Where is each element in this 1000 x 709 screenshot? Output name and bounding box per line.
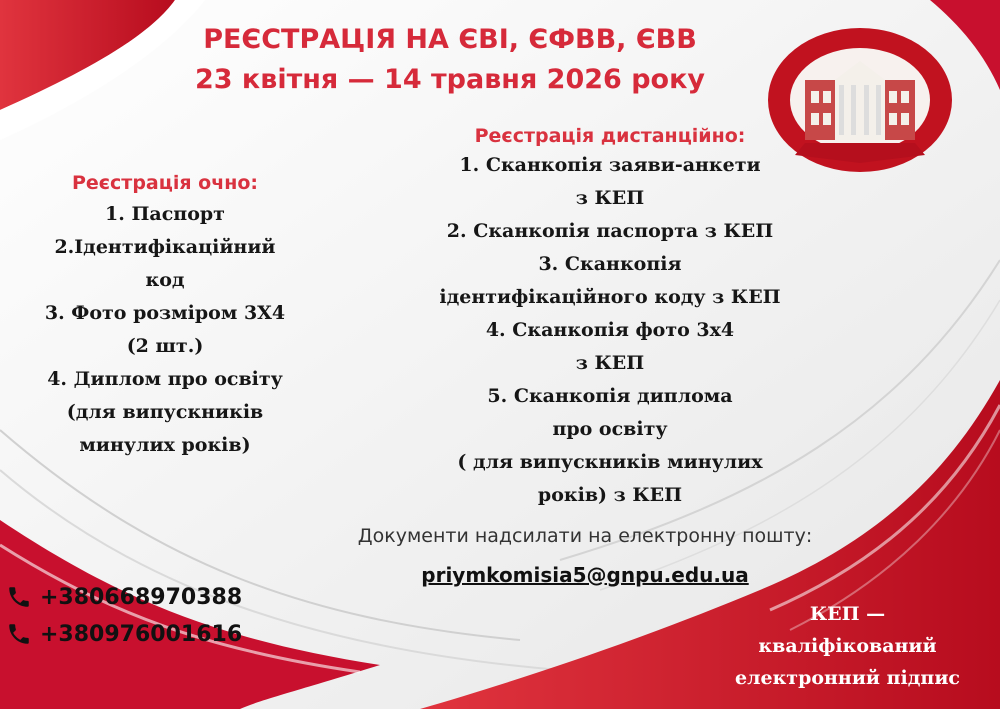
kep-line-3: електронний підпис — [735, 667, 960, 689]
kep-definition — [700, 598, 995, 694]
email-link[interactable]: priymkomisia5@gnpu.edu.ua — [421, 563, 749, 587]
list-item: років) з КЕП — [537, 484, 683, 506]
list-item: ( для випускників минулих — [457, 451, 763, 473]
phone-icon — [6, 584, 32, 610]
email-instruction: Документи надсилати на електронну пошту: — [357, 525, 813, 547]
list-item: (2 шт.) — [126, 335, 204, 357]
list-item: 3. Сканкопія — [538, 253, 682, 275]
page-title — [150, 20, 750, 100]
list-item: 4. Диплом про освіту — [47, 368, 283, 390]
remote-list — [430, 149, 790, 512]
list-item: з КЕП — [575, 187, 645, 209]
in-person-list — [30, 198, 300, 462]
list-item: 4. Сканкопія фото 3х4 — [485, 319, 735, 341]
title-line-2: 23 квітня — 14 травня 2026 року — [194, 64, 706, 95]
list-item: 2. Сканкопія паспорта з КЕП — [446, 220, 774, 242]
list-item: (для випускників — [66, 401, 264, 423]
phone-row-1[interactable] — [6, 584, 242, 610]
list-item: минулих років) — [79, 434, 251, 456]
list-item: з КЕП — [575, 352, 645, 374]
phone-icon — [6, 621, 32, 647]
remote-section — [430, 125, 790, 512]
list-item: 1. Паспорт — [105, 203, 225, 225]
list-item: 2.Ідентифікаційний — [54, 236, 276, 258]
title-line-1: РЕЄСТРАЦІЯ НА ЄВІ, ЄФВВ, ЄВВ — [203, 24, 697, 55]
in-person-heading: Реєстрація очно: — [71, 172, 259, 194]
list-item: код — [145, 269, 185, 291]
list-item: 5. Сканкопія диплома — [487, 385, 733, 407]
phone-number: +380668970388 — [40, 584, 243, 610]
university-seal-icon — [765, 25, 955, 175]
list-item: про освіту — [552, 418, 668, 440]
kep-line-1: КЕП — — [809, 603, 886, 625]
in-person-section — [30, 172, 300, 462]
kep-line-2: кваліфікований — [758, 635, 937, 657]
list-item: ідентифікаційного коду з КЕП — [439, 286, 781, 308]
phone-row-2[interactable] — [6, 621, 242, 647]
remote-heading: Реєстрація дистанційно: — [474, 125, 746, 147]
list-item: 3. Фото розміром 3Х4 — [44, 302, 286, 324]
list-item: 1. Сканкопія заяви-анкети — [459, 154, 761, 176]
phone-number: +380976001616 — [40, 621, 243, 647]
university-logo — [765, 25, 955, 175]
